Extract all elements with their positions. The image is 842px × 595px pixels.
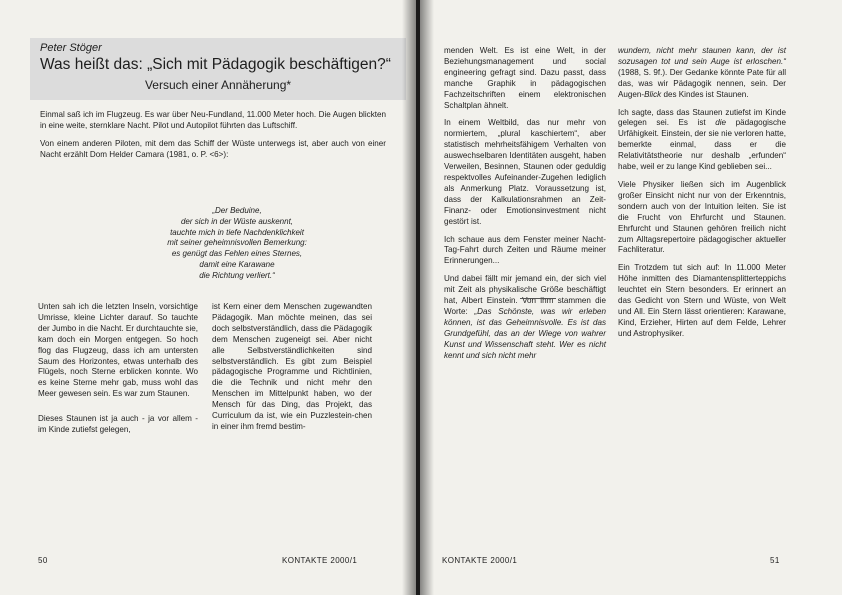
einstein-quote: „Das Schönste, was wir erleben können, ist das Geheimnisvolle. Es ist das Grundgefühl, das an der Wiege von wahrer Kunst und Wissenschaft steht. Wer es nicht kennt und sich nicht mehr [444,306,607,360]
body-text: pädagogische Urfähigkeit. Einstein, der sie nie verloren hatte, bemerkte einmal, dass er die Relativitätstheorie nur deshalb „erfunden“ habe, weil er zu lange Kind geblieben sei... [618,118,787,172]
body-paragraph: Ich schaue aus dem Fenster meiner Nacht-Tag-Fahrt durch Zeiten und Räume meiner Erinnerungen... [444,234,606,266]
article-title: Was heißt das: „Sich mit Pädagogik beschäftigen?“ [40,56,391,73]
journal-footer-left: KONTAKTE 2000/1 [282,556,358,565]
intro-text [40,110,386,168]
poem-line: mit seiner geheimnisvollen Bemerkung: [167,238,307,248]
spine-shadow [402,0,416,595]
body-text: des Kindes ist Staunen. [661,89,749,99]
einstein-quote-end: wundern, nicht mehr staunen kann, der ist sozusagen tot und sein Auge ist erloschen.“ [618,46,786,66]
poem-line: es genügt das Fehlen eines Sternes, [171,249,303,259]
body-text-italic: die [715,118,727,128]
poem-line: „Der Beduine, [212,206,262,215]
body-paragraph [618,108,786,173]
right-column-1 [444,46,606,361]
intro-paragraph: Einmal saß ich im Flugzeug. Es war über Neu-Fundland, 11.000 Meter hoch. Die Augen blickten in eine weite, sternklare Nacht. Pilot und Autopilot führten das Luftschiff. [40,110,386,130]
poem-line: tauchte mich in tiefe Nachdenklichkeit [170,227,304,237]
body-text-italic: Blick [644,89,662,99]
article-subtitle: Versuch einer Annäherung* [144,78,292,92]
body-paragraph [618,46,786,101]
poem-line: der sich in der Wüste auskennt, [180,216,294,226]
body-text: (1988, S. 9f.). Der Gedanke könnte Pate für all das, was wir Pädagogik nennen, sein. Der Augen- [618,67,786,99]
body-paragraph: Unten sah ich die letzten Inseln, vorsichtige Umrisse, kleine Lichter darauf. So tauchte der Jumbo in die Nacht. Er durchtauchte sie, kam doch ein Morgen entgegen. So hoch flog das Flugzeug, dass ich am untersten Saum des Horizontes, etwas unterhalb des Flügels, noch Sterne erblicken konnte. Wo es keine Sterne mehr gab, muss wohl das Meer gewesen sein. Es war zum Staunen. [38,302,198,399]
right-column-2 [618,46,786,347]
right-page [420,0,842,595]
body-paragraph: Dieses Staunen ist ja auch - ja vor allem - im Kinde zutiefst gelegen, [38,414,198,435]
page-number-left: 50 [38,556,48,565]
left-column-2 [212,302,372,440]
body-text: Ich sagte, dass das Staunen zutiefst im Kinde gelegen sei. Es ist [618,107,786,128]
body-paragraph [444,274,606,361]
journal-footer-right: KONTAKTE 2000/1 [442,556,518,565]
body-paragraph: ist Kern einer dem Menschen zugewandten Pädagogik. Man möchte meinen, das sei doch selbstverständlich, dass die Pädagogik dem Menschen zugeneigt sei. Aber nicht alle Selbstverständlichkeiten sind selbstverständlich. Es gibt zum Beispiel pädagogische Programme und Richtlinien, die die Technik und nicht mehr den Menschen im Mittelpunkt haben, wo der Mensch für das Ding, das Projekt, das Curriculum da ist, wie ein Puzzlestein-chen in einer ihm fremd bestim- [212,302,372,431]
body-paragraph: menden Welt. Es ist eine Welt, in der Beziehungsmanagement und social engineering gefragt sind. Dazu passt, dass manche Graphik in pädagogischen Fachzeitschriften einem elektronischen Schaltplan ähnelt. [444,46,606,110]
spine-shadow [420,0,434,595]
body-text: Und dabei fällt mir jemand ein, der sich viel mit Zeit als physikalische Größe beschäftigt hat, Albert Einstein. Von ihm stammen die Worte: [444,274,606,316]
intro-paragraph: Von einem anderen Piloten, mit dem das Schiff der Wüste unterwegs ist, aber auch von einer Nacht erzählt Dom Helder Camara (1981, o. P. <6>): [40,138,386,159]
left-column-1 [38,302,198,443]
poem-quote [92,206,382,282]
body-paragraph: In einem Weltbild, das nur mehr von normiertem, „plural kaschiertem“, aber statistisch mehrheitsfähigem Verhalten von auswechselbaren Identitäten ausgeht, haben Verweilen, Besinnen, Staunen oder geduldig respektvolles Aufeinander-Zugehen lediglich als Anmerkung Platz. Voraussetzung ist, dass der Kalkulationsrahmen an Zeit- Finanz- oder Emotionsinvestment nicht gestört ist. [444,118,606,226]
poem-line: die Richtung verliert.“ [199,270,275,280]
body-paragraph: Ein Trotzdem tut sich auf: In 11.000 Meter Höhe inmitten des Diamantensplitterteppichs leuchtet ein Stern besonders. Er erinnert an das Gedicht von Stern und Wüste, von Welt und All. Ein Stern lässt orientieren: Karawane, Kind, Erzieher, Hirten auf dem Felde, Lehrer und Astrophysiker. [618,263,786,338]
page-number-right: 51 [770,556,780,565]
poem-line: damit eine Karawane [199,259,275,269]
left-page [0,0,416,595]
body-paragraph: Viele Physiker ließen sich im Augenblick großer Einsicht nicht nur von der Erkenntnis, sondern auch von der Intuition leiten. Sie ist die Frucht von Ehrfurcht und Staunen. Ehrfurcht und Staunen gehören freilich nicht zum Alltagsrepertoire pädagogischer aktueller Fachliteratur. [618,179,786,255]
author-name: Peter Stöger [40,42,102,54]
section-divider [520,298,556,299]
